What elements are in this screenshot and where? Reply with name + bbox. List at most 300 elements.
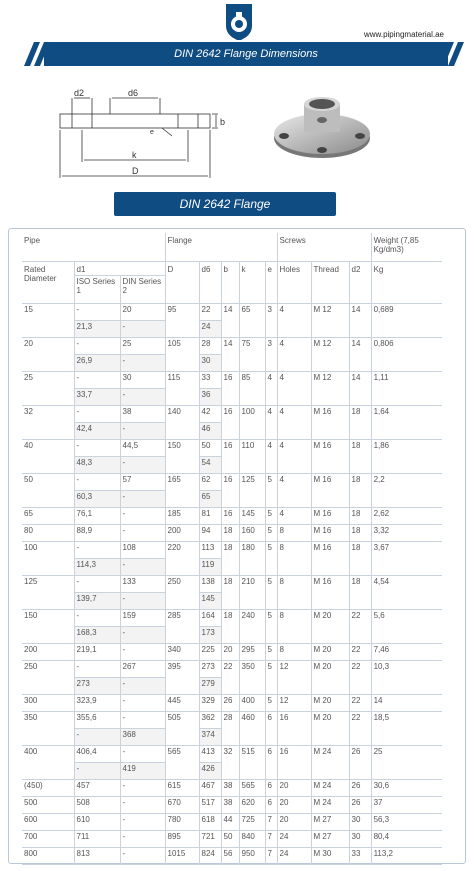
table-cell: 24 <box>277 847 311 864</box>
col-kg: Kg <box>371 261 442 303</box>
label-k: k <box>132 150 137 160</box>
table-cell: - <box>120 830 165 847</box>
table-cell: 329 <box>199 694 221 711</box>
group-weight: Weight (7,85 Kg/dm3) <box>371 233 442 261</box>
table-cell: 18 <box>349 507 371 524</box>
table-cell: 5 <box>265 473 277 507</box>
table-cell: 5 <box>265 643 277 660</box>
table-cell: 467 <box>199 779 221 796</box>
table-row <box>22 694 442 711</box>
table-cell: 16 <box>221 439 239 473</box>
table-cell: 12 <box>277 694 311 711</box>
table-cell: 460 <box>239 711 265 745</box>
table-cell: 26 <box>349 745 371 779</box>
table-cell: 40 <box>22 439 74 473</box>
table-cell: 6 <box>265 779 277 796</box>
table-cell: 18 <box>221 541 239 575</box>
table-cell: 28 <box>221 711 239 745</box>
table-cell: 38 <box>221 796 239 813</box>
table-row <box>22 473 442 490</box>
col-d6: d6 <box>199 261 221 303</box>
table-cell: 600 <box>22 813 74 830</box>
table-cell: 145 <box>239 507 265 524</box>
table-cell: 14 <box>221 303 239 337</box>
col-thread: Thread <box>311 261 349 303</box>
table-cell: - <box>74 303 120 320</box>
table-row <box>22 405 442 422</box>
table-cell: 100 <box>22 541 74 575</box>
flange-cross-section-drawing <box>40 86 250 182</box>
table-cell: 5 <box>265 524 277 541</box>
table-cell: 4 <box>277 507 311 524</box>
table-cell: 22 <box>349 643 371 660</box>
table-cell: 38 <box>120 405 165 422</box>
table-cell: 210 <box>239 575 265 609</box>
table-row <box>22 745 442 762</box>
table-cell: 250 <box>22 660 74 694</box>
table-cell: - <box>120 745 165 762</box>
table-cell: 22 <box>199 303 221 320</box>
table-cell: - <box>120 388 165 405</box>
group-pipe: Pipe <box>22 233 165 261</box>
table-cell: 7 <box>265 813 277 830</box>
table-cell: 721 <box>199 830 221 847</box>
table-cell: 18 <box>349 439 371 473</box>
table-cell: 115 <box>165 371 199 405</box>
table-cell: 5 <box>265 609 277 643</box>
table-cell: 14 <box>349 303 371 337</box>
table-cell: M 12 <box>311 337 349 371</box>
table-cell: 515 <box>239 745 265 779</box>
table-cell: 16 <box>221 405 239 439</box>
table-cell: M 16 <box>311 473 349 507</box>
table-row <box>22 779 442 796</box>
table-cell: 16 <box>277 745 311 779</box>
table-cell: 0,689 <box>371 303 442 337</box>
table-cell: 30 <box>349 813 371 830</box>
table-cell: - <box>74 371 120 388</box>
table-cell: 20 <box>221 643 239 660</box>
table-cell: 3,67 <box>371 541 442 575</box>
table-cell: 374 <box>199 728 221 745</box>
table-cell: 4 <box>277 337 311 371</box>
table-cell: M 16 <box>311 507 349 524</box>
table-cell: M 20 <box>311 660 349 694</box>
table-cell: 42,4 <box>74 422 120 439</box>
table-cell: 48,3 <box>74 456 120 473</box>
table-cell: 14 <box>371 694 442 711</box>
table-cell: 168,3 <box>74 626 120 643</box>
table-cell: 15 <box>22 303 74 337</box>
table-cell: 28 <box>199 337 221 354</box>
table-cell: - <box>74 337 120 354</box>
table-cell: M 16 <box>311 575 349 609</box>
table-cell: 615 <box>165 779 199 796</box>
table-cell: 75 <box>239 337 265 371</box>
table-cell: 30 <box>120 371 165 388</box>
table-row <box>22 439 442 456</box>
table-cell: 725 <box>239 813 265 830</box>
table-cell: 4 <box>277 303 311 337</box>
table-cell: 20 <box>277 796 311 813</box>
col-b: b <box>221 261 239 303</box>
table-cell: 273 <box>199 660 221 677</box>
table-cell: - <box>74 473 120 490</box>
table-cell: 3 <box>265 337 277 371</box>
table-cell: M 27 <box>311 830 349 847</box>
table-cell: M 30 <box>311 847 349 864</box>
table-cell: - <box>120 677 165 694</box>
table-cell: 200 <box>165 524 199 541</box>
table-cell: 7 <box>265 830 277 847</box>
table-cell: 4 <box>265 405 277 439</box>
table-cell: 18 <box>349 473 371 507</box>
table-cell: 6 <box>265 796 277 813</box>
table-cell: - <box>120 796 165 813</box>
table-row <box>22 830 442 847</box>
table-cell: 44 <box>221 813 239 830</box>
table-cell: 285 <box>165 609 199 643</box>
table-cell: 5 <box>265 575 277 609</box>
table-cell: 50 <box>221 830 239 847</box>
table-cell: 138 <box>199 575 221 592</box>
table-cell: 18 <box>349 524 371 541</box>
table-cell: 85 <box>239 371 265 405</box>
col-rated-diameter: Rated Diameter <box>22 261 74 303</box>
table-cell: 950 <box>239 847 265 864</box>
table-cell: 24 <box>199 320 221 337</box>
table-cell: 159 <box>120 609 165 626</box>
table-cell: 8 <box>277 609 311 643</box>
table-cell: 22 <box>349 694 371 711</box>
table-cell: 500 <box>22 796 74 813</box>
table-row <box>22 541 442 558</box>
table-row <box>22 711 442 728</box>
group-screws: Screws <box>277 233 371 261</box>
table-cell: 14 <box>349 337 371 371</box>
table-row <box>22 524 442 541</box>
label-d6: d6 <box>128 88 139 98</box>
table-cell: 565 <box>165 745 199 779</box>
table-cell: - <box>120 490 165 507</box>
table-cell: 18 <box>221 609 239 643</box>
table-cell: 20 <box>22 337 74 371</box>
table-cell: 18,5 <box>371 711 442 745</box>
table-cell: 44,5 <box>120 439 165 456</box>
table-cell: - <box>120 813 165 830</box>
table-cell: 22 <box>349 711 371 745</box>
table-cell: 36 <box>199 388 221 405</box>
table-row <box>22 847 442 864</box>
table-cell: M 16 <box>311 541 349 575</box>
table-cell: 8 <box>277 643 311 660</box>
table-cell: - <box>120 643 165 660</box>
table-cell: 1,64 <box>371 405 442 439</box>
table-cell: 225 <box>199 643 221 660</box>
table-cell: 426 <box>199 762 221 779</box>
table-cell: 295 <box>239 643 265 660</box>
table-cell: 267 <box>120 660 165 677</box>
table-cell: 81 <box>199 507 221 524</box>
table-cell: 323,9 <box>74 694 120 711</box>
table-cell: 65 <box>22 507 74 524</box>
table-cell: 62 <box>199 473 221 490</box>
table-cell: 340 <box>165 643 199 660</box>
table-cell: M 12 <box>311 303 349 337</box>
table-cell: - <box>74 728 120 745</box>
table-cell: - <box>120 354 165 371</box>
table-cell: 32 <box>221 745 239 779</box>
table-cell: 6 <box>265 745 277 779</box>
table-cell: 125 <box>239 473 265 507</box>
table-cell: - <box>120 592 165 609</box>
table-cell: 350 <box>22 711 74 745</box>
table-cell: 180 <box>239 541 265 575</box>
table-cell: 165 <box>165 473 199 507</box>
group-flange: Flange <box>165 233 277 261</box>
table-cell: 80 <box>22 524 74 541</box>
table-cell: 6 <box>265 711 277 745</box>
table-cell: 20 <box>277 779 311 796</box>
col-d1: d1 <box>74 261 165 275</box>
label-e: e <box>150 129 154 136</box>
table-cell: 4 <box>277 405 311 439</box>
table-cell: 145 <box>199 592 221 609</box>
table-cell: 108 <box>120 541 165 558</box>
table-cell: - <box>120 558 165 575</box>
table-row <box>22 371 442 388</box>
table-cell: 33 <box>199 371 221 388</box>
table-cell: - <box>74 439 120 456</box>
table-cell: 406,4 <box>74 745 120 762</box>
table-cell: 368 <box>120 728 165 745</box>
table-row <box>22 337 442 354</box>
table-cell: 56,3 <box>371 813 442 830</box>
table-cell: M 20 <box>311 694 349 711</box>
table-cell: 565 <box>239 779 265 796</box>
table-cell: 60,3 <box>74 490 120 507</box>
table-cell: 419 <box>120 762 165 779</box>
table-cell: M 24 <box>311 779 349 796</box>
table-cell: 220 <box>165 541 199 575</box>
site-url[interactable]: www.pipingmaterial.ae <box>363 30 444 39</box>
table-cell: 350 <box>239 660 265 694</box>
table-cell: 8 <box>277 575 311 609</box>
table-row <box>22 813 442 830</box>
table-cell: 50 <box>199 439 221 456</box>
table-row <box>22 660 442 677</box>
table-cell: - <box>74 609 120 626</box>
dimensions-table <box>22 233 442 865</box>
table-cell: 94 <box>199 524 221 541</box>
table-cell: 1,86 <box>371 439 442 473</box>
table-row <box>22 303 442 320</box>
table-cell: 840 <box>239 830 265 847</box>
table-cell: 105 <box>165 337 199 371</box>
table-cell: 273 <box>74 677 120 694</box>
table-cell: 2,2 <box>371 473 442 507</box>
table-row <box>22 609 442 626</box>
table-cell: 4 <box>277 371 311 405</box>
table-cell: 4 <box>265 439 277 473</box>
table-cell: 33 <box>349 847 371 864</box>
table-cell: 4,54 <box>371 575 442 609</box>
table-cell: - <box>120 779 165 796</box>
table-cell: 125 <box>22 575 74 609</box>
table-cell: M 12 <box>311 371 349 405</box>
col-d2: d2 <box>349 261 371 303</box>
table-cell: 100 <box>239 405 265 439</box>
table-cell: M 20 <box>311 711 349 745</box>
table-cell: 508 <box>74 796 120 813</box>
table-cell: 20 <box>277 813 311 830</box>
table-cell: M 24 <box>311 745 349 779</box>
table-cell: M 20 <box>311 609 349 643</box>
table-cell: 780 <box>165 813 199 830</box>
table-cell: 8 <box>277 524 311 541</box>
table-cell: 10,3 <box>371 660 442 694</box>
table-cell: M 27 <box>311 813 349 830</box>
table-cell: 4 <box>265 371 277 405</box>
table-cell: M 16 <box>311 439 349 473</box>
table-cell: - <box>74 575 120 592</box>
table-cell: 30 <box>199 354 221 371</box>
table-cell: 46 <box>199 422 221 439</box>
table-cell: 5 <box>265 507 277 524</box>
table-cell: 400 <box>239 694 265 711</box>
table-cell: 8 <box>277 541 311 575</box>
table-cell: 18 <box>221 575 239 609</box>
table-cell: 54 <box>199 456 221 473</box>
table-cell: 457 <box>74 779 120 796</box>
table-cell: 618 <box>199 813 221 830</box>
table-cell: 65 <box>199 490 221 507</box>
table-cell: 517 <box>199 796 221 813</box>
table-cell: - <box>120 422 165 439</box>
table-row <box>22 575 442 592</box>
table-row <box>22 796 442 813</box>
table-cell: - <box>120 711 165 728</box>
table-cell: 140 <box>165 405 199 439</box>
col-e: e <box>265 261 277 303</box>
table-cell: 824 <box>199 847 221 864</box>
label-d2: d2 <box>74 88 85 98</box>
table-cell: 30 <box>349 830 371 847</box>
table-cell: 800 <box>22 847 74 864</box>
table-cell: 16 <box>221 473 239 507</box>
table-cell: 700 <box>22 830 74 847</box>
table-cell: 4 <box>277 473 311 507</box>
table-cell: 3,32 <box>371 524 442 541</box>
flange-photo <box>268 94 376 160</box>
table-cell: - <box>120 507 165 524</box>
table-cell: 610 <box>74 813 120 830</box>
table-cell: 711 <box>74 830 120 847</box>
table-cell: 2,62 <box>371 507 442 524</box>
table-cell: 219,1 <box>74 643 120 660</box>
table-cell: 14 <box>221 337 239 371</box>
table-cell: 113,2 <box>371 847 442 864</box>
table-cell: 22 <box>221 660 239 694</box>
table-cell: - <box>74 762 120 779</box>
table-cell: 25 <box>22 371 74 405</box>
table-cell: 110 <box>239 439 265 473</box>
table-cell: 7 <box>265 847 277 864</box>
table-cell: 279 <box>199 677 221 694</box>
table-cell: 813 <box>74 847 120 864</box>
table-cell: 5,6 <box>371 609 442 643</box>
col-din-series-2: DIN Series 2 <box>120 275 165 303</box>
table-cell: 355,6 <box>74 711 120 728</box>
table-cell: 26 <box>349 779 371 796</box>
table-cell: 18 <box>349 405 371 439</box>
table-cell: (450) <box>22 779 74 796</box>
table-cell: 37 <box>371 796 442 813</box>
table-cell: 1,11 <box>371 371 442 405</box>
table-cell: 50 <box>22 473 74 507</box>
table-cell: 5 <box>265 660 277 694</box>
table-cell: 362 <box>199 711 221 728</box>
table-cell: - <box>120 694 165 711</box>
table-cell: 18 <box>221 524 239 541</box>
table-cell: 26 <box>221 694 239 711</box>
table-cell: 395 <box>165 660 199 694</box>
table-cell: - <box>74 405 120 422</box>
label-b: b <box>220 117 226 127</box>
table-cell: 42 <box>199 405 221 422</box>
table-cell: 21,3 <box>74 320 120 337</box>
table-cell: 5 <box>265 694 277 711</box>
table-cell: 14 <box>349 371 371 405</box>
table-cell: 413 <box>199 745 221 762</box>
table-cell: 445 <box>165 694 199 711</box>
table-cell: 32 <box>22 405 74 439</box>
table-cell: 7,46 <box>371 643 442 660</box>
table-cell: 57 <box>120 473 165 490</box>
table-cell: 18 <box>349 541 371 575</box>
col-holes: Holes <box>277 261 311 303</box>
table-cell: 26 <box>349 796 371 813</box>
table-cell: 30,6 <box>371 779 442 796</box>
table-cell: 80,4 <box>371 830 442 847</box>
table-cell: M 20 <box>311 643 349 660</box>
table-cell: M 24 <box>311 796 349 813</box>
table-cell: - <box>120 847 165 864</box>
table-cell: 150 <box>165 439 199 473</box>
table-cell: - <box>74 541 120 558</box>
table-cell: 16 <box>221 507 239 524</box>
table-cell: 160 <box>239 524 265 541</box>
table-cell: 300 <box>22 694 74 711</box>
table-cell: 114,3 <box>74 558 120 575</box>
table-cell: 400 <box>22 745 74 779</box>
table-cell: 18 <box>349 575 371 609</box>
table-cell: 240 <box>239 609 265 643</box>
table-cell: 895 <box>165 830 199 847</box>
table-cell: 65 <box>239 303 265 337</box>
table-cell: 20 <box>120 303 165 320</box>
table-cell: 88,9 <box>74 524 120 541</box>
table-cell: 38 <box>221 779 239 796</box>
subtitle-banner: DIN 2642 Flange <box>114 192 336 216</box>
table-cell: 76,1 <box>74 507 120 524</box>
table-cell: 4 <box>277 439 311 473</box>
table-cell: 133 <box>120 575 165 592</box>
table-cell: 56 <box>221 847 239 864</box>
table-cell: 185 <box>165 507 199 524</box>
col-D: D <box>165 261 199 303</box>
table-cell: - <box>74 660 120 677</box>
